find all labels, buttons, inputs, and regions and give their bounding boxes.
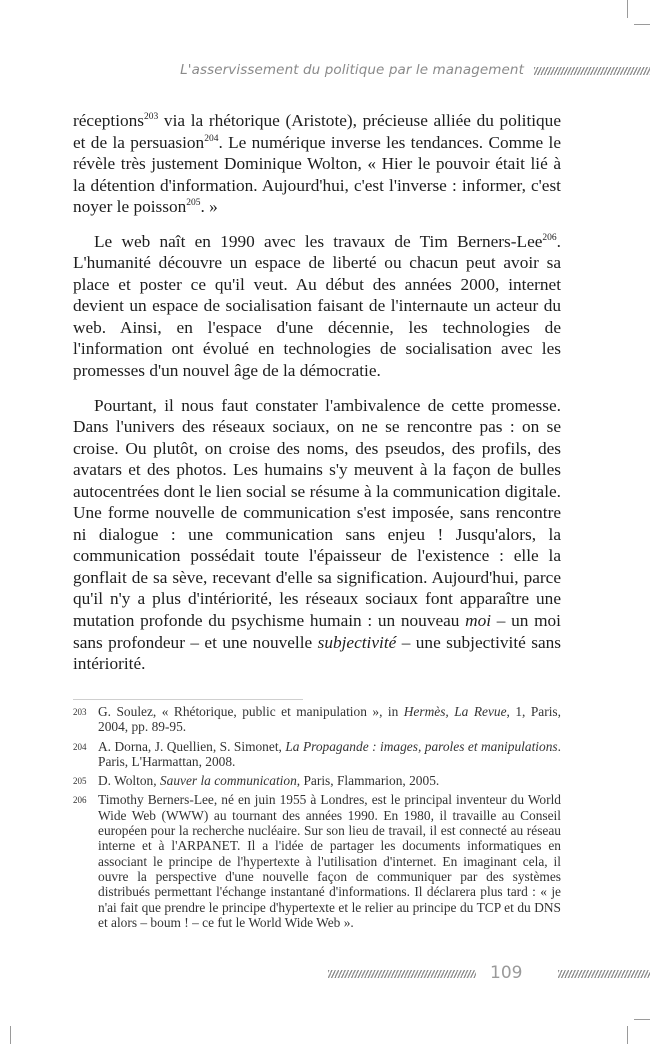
- footnote-ref-203[interactable]: 203: [144, 112, 159, 123]
- emphasis-moi: moi: [465, 611, 492, 631]
- crop-mark-bottom-right-horizontal: [634, 1019, 650, 1020]
- footnote-separator: [73, 699, 303, 700]
- footer-hatch-ornament-right: [558, 970, 650, 978]
- crop-mark-bottom-right-vertical: [627, 1026, 628, 1044]
- crop-mark-bottom-left-vertical: [10, 1026, 11, 1044]
- paragraph-3: Pourtant, il nous faut constater l'ambivalence de cette promesse. Dans l'univers des réseaux sociaux, on ne se rencontre pas : on se croise. Ou plutôt, on croise des noms, des pseudos, des profils, des avatars et des photos. Les humains s'y meuvent à la façon de bulles autocentrées dont le lien social se résume à la communication digitale. Une forme nouvelle de communication s'est imposée, sans rencontre ni dialogue : une communication sans enjeu ! Jusqu'alors, la communication possédait toute l'épaisseur de l'existence : elle la gonflait de sa sève, recevant d'elle sa signification. Aujourd'hui, parce qu'il n'y a plus d'intériorité, les réseaux sociaux font apparaître une mutation profonde du psychisme humain : un nouveau moi – un moi sans profondeur – et une nouvelle subjectivité – une subjectivité sans intériorité.: [73, 395, 561, 674]
- footnote-ref-206[interactable]: 206: [542, 232, 557, 243]
- crop-mark-top-horizontal: [634, 24, 650, 25]
- page-number: 109: [490, 963, 523, 983]
- footer-hatch-ornament-left: [328, 970, 476, 978]
- running-title: L'asservissement du politique par le management: [180, 62, 524, 78]
- footnote-ref-205[interactable]: 205: [186, 198, 201, 209]
- footnote-ref-204[interactable]: 204: [204, 133, 219, 144]
- footnote-204: 204 A. Dorna, J. Quellien, S. Simonet, La Propagande : images, paroles et manipulations. Paris, L'Harmattan, 2008.: [73, 738, 561, 769]
- body-text: [73, 110, 561, 688]
- footnote-203: 203 G. Soulez, « Rhétorique, public et manipulation », in Hermès, La Revue, 1, Paris, 2004, pp. 89-95.: [73, 704, 561, 735]
- footnote-205: 205 D. Wolton, Sauver la communication, Paris, Flammarion, 2005.: [73, 773, 440, 789]
- crop-mark-top-vertical: [627, 0, 628, 18]
- paragraph-2: Le web naît en 1990 avec les travaux de Tim Berners-Lee$^{206}$. L'humanité découvre un espace de liberté ou chacun peut avoir sa place et poster ce qu'il veut. Au début des années 2000, internet devient un espace de socialisation faisant de l'internaute un acteur du web. Ainsi, en l'espace d'une décennie, les technologies de l'information ont évolué en technologies de socialisation avec les promesses d'un nouvel âge de la démocratie.: [73, 231, 561, 381]
- footnote-number: 205: [73, 776, 87, 787]
- footnote-206: 206 Timothy Berners-Lee, né en juin 1955 à Londres, est le principal inventeur du World Wide Web (WWW) au tournant des années 1990. En 1980, il travaille au Conseil européen pour la recherche nucléaire. Sur son lieu de travail, il est connecté au réseau interne et à l'ARPANET. Il a l'idée de partager les documents informatiques en associant le principe de l'hypertexte à l'utilisation d'internet. En imaginant cela, il ouvre la perspective d'une nouvelle façon de communiquer par des systèmes distribués permettant l'échange instantané d'informations. Il déclarera plus tard : « je n'ai fait que prendre le principe d'hypertexte et le relier au principe du TCP et du DNS et alors – boum ! – ce fut le World Wide Web ».: [73, 792, 561, 930]
- footnote-number: 206: [73, 795, 87, 806]
- emphasis-subjectivite: subjectivité: [317, 632, 397, 652]
- footnote-number: 204: [73, 741, 87, 752]
- running-header: [0, 62, 650, 82]
- header-hatch-ornament: [534, 67, 650, 75]
- footnotes: [73, 704, 561, 934]
- paragraph-1: réceptions$^{203}$ via la rhétorique (Aristote), précieuse alliée du politique et de la persuasion$^{204}$. Le numérique inverse les tendances. Comme le révèle très justement Dominique Wolton, « Hier le pouvoir était lié à la détention d'information. Aujourd'hui, c'est l'inverse : informer, c'est noyer le poisson$^{205}$. »: [73, 111, 562, 217]
- footnote-number: 203: [73, 707, 87, 717]
